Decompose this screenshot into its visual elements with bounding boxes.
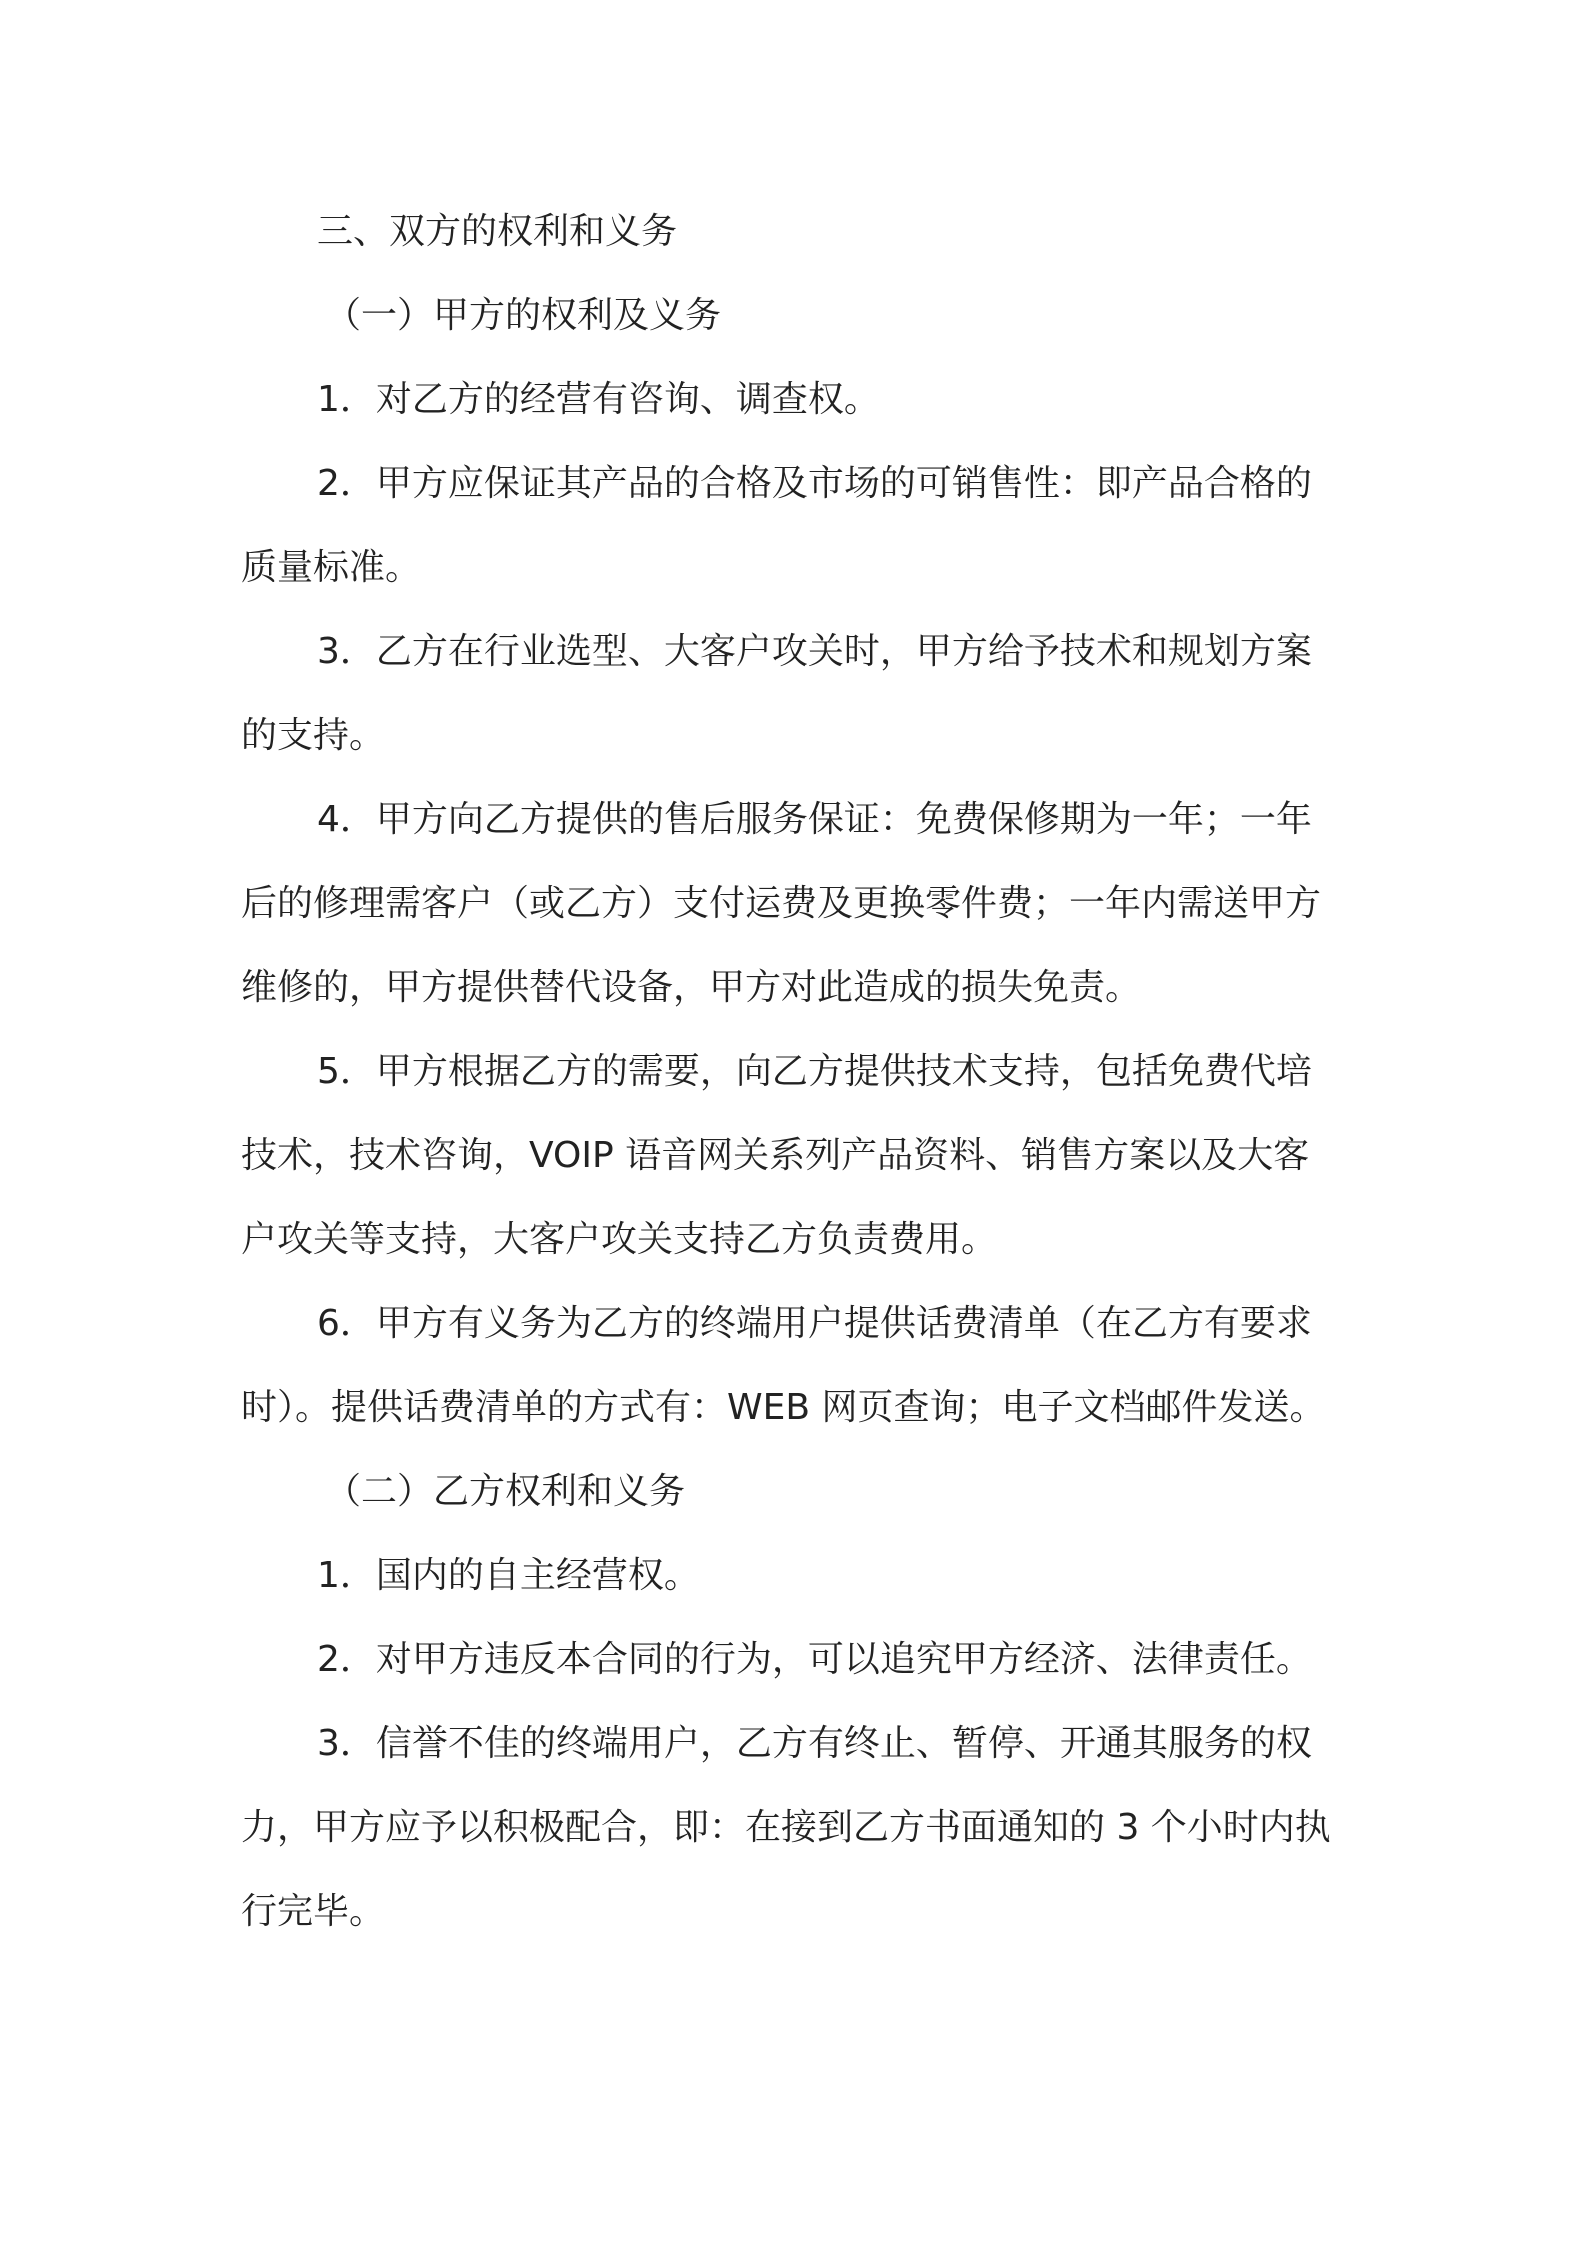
clause-line: 维修的，甲方提供替代设备，甲方对此造成的损失免责。 bbox=[241, 967, 1142, 1008]
clause-a6 bbox=[241, 1282, 1349, 1450]
clause-line: 户攻关等支持，大客户攻关支持乙方负责费用。 bbox=[241, 1219, 998, 1260]
clause-line: 的支持。 bbox=[241, 715, 386, 756]
clause-line: 4．甲方向乙方提供的售后服务保证：免费保修期为一年；一年 bbox=[317, 799, 1312, 840]
clause-b1 bbox=[241, 1534, 1349, 1618]
clause-line: 2．甲方应保证其产品的合格及市场的可销售性：即产品合格的 bbox=[317, 463, 1312, 504]
clause-line: 5．甲方根据乙方的需要，向乙方提供技术支持，包括免费代培 bbox=[317, 1051, 1312, 1092]
clause-a4 bbox=[241, 778, 1349, 1030]
clause-line: 2．对甲方违反本合同的行为，可以追究甲方经济、法律责任。 bbox=[317, 1639, 1312, 1680]
clause-a3 bbox=[241, 610, 1349, 778]
clause-line: 力，甲方应予以积极配合，即：在接到乙方书面通知的 3 个小时内执 bbox=[241, 1807, 1331, 1848]
clause-line: 3．乙方在行业选型、大客户攻关时，甲方给予技术和规划方案 bbox=[317, 631, 1312, 672]
clause-a2 bbox=[241, 442, 1349, 610]
clause-line: 时）。提供话费清单的方式有：WEB 网页查询；电子文档邮件发送。 bbox=[241, 1387, 1326, 1428]
clause-line: 1．国内的自主经营权。 bbox=[317, 1555, 700, 1596]
clause-line: 技术，技术咨询，VOIP 语音网关系列产品资料、销售方案以及大客 bbox=[241, 1135, 1310, 1176]
clause-line: 行完毕。 bbox=[241, 1891, 386, 1932]
section-title: 三、双方的权利和义务 bbox=[317, 211, 678, 252]
clause-a5 bbox=[241, 1030, 1349, 1282]
subsection-title-party-b: （二）乙方权利和义务 bbox=[325, 1471, 686, 1512]
clause-a1 bbox=[241, 358, 1349, 442]
clause-b2 bbox=[241, 1618, 1349, 1702]
clause-line: 6．甲方有义务为乙方的终端用户提供话费清单（在乙方有要求 bbox=[317, 1303, 1312, 1344]
clause-line: 后的修理需客户（或乙方）支付运费及更换零件费；一年内需送甲方 bbox=[241, 883, 1322, 924]
clause-b3 bbox=[241, 1702, 1349, 1954]
document-page bbox=[241, 190, 1349, 1954]
subsection-title-party-a: （一）甲方的权利及义务 bbox=[325, 295, 722, 336]
clause-line: 1．对乙方的经营有咨询、调查权。 bbox=[317, 379, 880, 420]
clause-line: 质量标准。 bbox=[241, 547, 422, 588]
clause-line: 3．信誉不佳的终端用户，乙方有终止、暂停、开通其服务的权 bbox=[317, 1723, 1312, 1764]
